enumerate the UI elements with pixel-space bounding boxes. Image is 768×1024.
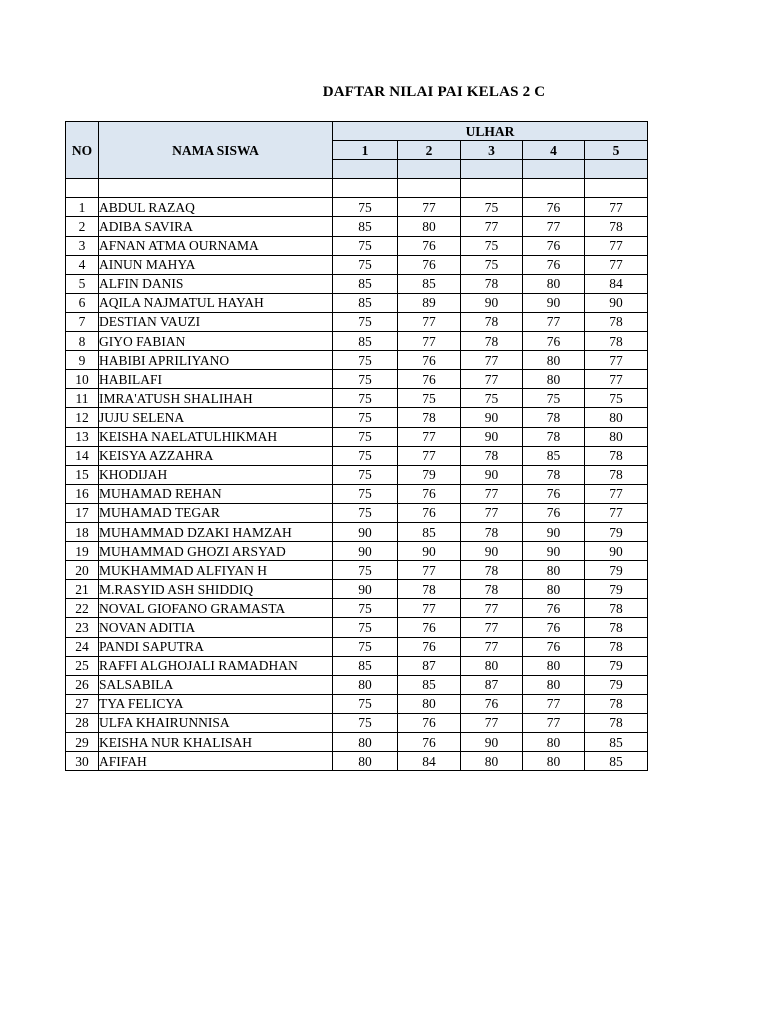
table-row bbox=[66, 580, 648, 599]
table-row bbox=[66, 370, 648, 389]
score-cell-2: 76 bbox=[398, 503, 461, 522]
student-name: AFIFAH bbox=[99, 752, 333, 771]
score-cell-1: 75 bbox=[333, 446, 398, 465]
student-name: MUHAMMAD GHOZI ARSYAD bbox=[99, 542, 333, 561]
row-number: 30 bbox=[66, 752, 99, 771]
score-cell-1: 80 bbox=[333, 733, 398, 752]
score-cell-1: 75 bbox=[333, 427, 398, 446]
score-cell-1: 80 bbox=[333, 675, 398, 694]
score-cell-1: 75 bbox=[333, 503, 398, 522]
score-cell-5: 78 bbox=[585, 694, 648, 713]
row-number: 24 bbox=[66, 637, 99, 656]
table-row bbox=[66, 694, 648, 713]
score-cell-1: 90 bbox=[333, 542, 398, 561]
row-number: 16 bbox=[66, 484, 99, 503]
table-row bbox=[66, 637, 648, 656]
score-cell-2: 76 bbox=[398, 484, 461, 503]
score-cell-5: 79 bbox=[585, 656, 648, 675]
score-cell-3: 77 bbox=[461, 637, 523, 656]
score-cell-1: 90 bbox=[333, 522, 398, 541]
score-cell-4: 76 bbox=[523, 503, 585, 522]
table-row bbox=[66, 274, 648, 293]
score-cell-1: 75 bbox=[333, 694, 398, 713]
score-cell-3: 75 bbox=[461, 236, 523, 255]
spacer-cell bbox=[333, 179, 398, 198]
student-name: IMRA'ATUSH SHALIHAH bbox=[99, 389, 333, 408]
table-row bbox=[66, 675, 648, 694]
student-name: KEISYA AZZAHRA bbox=[99, 446, 333, 465]
score-cell-5: 78 bbox=[585, 332, 648, 351]
score-cell-3: 90 bbox=[461, 542, 523, 561]
score-cell-3: 77 bbox=[461, 713, 523, 732]
student-name: ALFIN DANIS bbox=[99, 274, 333, 293]
score-cell-3: 78 bbox=[461, 332, 523, 351]
student-name: AINUN MAHYA bbox=[99, 255, 333, 274]
score-cell-4: 76 bbox=[523, 484, 585, 503]
row-number: 7 bbox=[66, 312, 99, 331]
header-ulhar: ULHAR bbox=[333, 122, 648, 141]
score-cell-2: 85 bbox=[398, 522, 461, 541]
row-number: 17 bbox=[66, 503, 99, 522]
header-col-4: 4 bbox=[523, 141, 585, 160]
table-row bbox=[66, 522, 648, 541]
score-cell-2: 77 bbox=[398, 561, 461, 580]
score-cell-4: 90 bbox=[523, 293, 585, 312]
score-cell-1: 85 bbox=[333, 217, 398, 236]
score-cell-4: 77 bbox=[523, 713, 585, 732]
header-col-1: 1 bbox=[333, 141, 398, 160]
score-cell-2: 78 bbox=[398, 408, 461, 427]
score-cell-3: 78 bbox=[461, 580, 523, 599]
score-cell-5: 77 bbox=[585, 484, 648, 503]
student-name: KEISHA NAELATULHIKMAH bbox=[99, 427, 333, 446]
table-row bbox=[66, 599, 648, 618]
score-cell-4: 76 bbox=[523, 599, 585, 618]
score-cell-3: 77 bbox=[461, 503, 523, 522]
row-number: 1 bbox=[66, 198, 99, 217]
table-row bbox=[66, 446, 648, 465]
row-number: 26 bbox=[66, 675, 99, 694]
score-cell-2: 77 bbox=[398, 312, 461, 331]
score-cell-1: 75 bbox=[333, 370, 398, 389]
score-cell-5: 84 bbox=[585, 274, 648, 293]
score-cell-5: 90 bbox=[585, 293, 648, 312]
header-col-5: 5 bbox=[585, 141, 648, 160]
score-cell-2: 80 bbox=[398, 694, 461, 713]
header-no: NO bbox=[66, 122, 99, 179]
header-blank-cell bbox=[398, 160, 461, 179]
score-cell-3: 77 bbox=[461, 484, 523, 503]
score-cell-4: 80 bbox=[523, 561, 585, 580]
score-cell-3: 78 bbox=[461, 274, 523, 293]
score-cell-1: 75 bbox=[333, 637, 398, 656]
score-cell-2: 89 bbox=[398, 293, 461, 312]
score-cell-3: 76 bbox=[461, 694, 523, 713]
table-spacer bbox=[66, 179, 648, 198]
score-cell-2: 76 bbox=[398, 236, 461, 255]
header-name: NAMA SISWA bbox=[99, 122, 333, 179]
score-cell-4: 80 bbox=[523, 580, 585, 599]
table-row bbox=[66, 465, 648, 484]
row-number: 20 bbox=[66, 561, 99, 580]
score-cell-5: 77 bbox=[585, 370, 648, 389]
score-cell-2: 77 bbox=[398, 427, 461, 446]
table-row bbox=[66, 656, 648, 675]
score-cell-3: 78 bbox=[461, 522, 523, 541]
score-cell-1: 75 bbox=[333, 389, 398, 408]
score-cell-4: 78 bbox=[523, 427, 585, 446]
table-row bbox=[66, 293, 648, 312]
score-cell-3: 77 bbox=[461, 217, 523, 236]
score-cell-5: 80 bbox=[585, 408, 648, 427]
score-cell-4: 80 bbox=[523, 752, 585, 771]
score-cell-1: 75 bbox=[333, 618, 398, 637]
score-cell-5: 78 bbox=[585, 312, 648, 331]
student-name: KEISHA NUR KHALISAH bbox=[99, 733, 333, 752]
score-cell-5: 78 bbox=[585, 599, 648, 618]
row-number: 13 bbox=[66, 427, 99, 446]
student-name: ADIBA SAVIRA bbox=[99, 217, 333, 236]
table-row bbox=[66, 351, 648, 370]
score-cell-4: 85 bbox=[523, 446, 585, 465]
score-cell-4: 80 bbox=[523, 370, 585, 389]
table-row bbox=[66, 389, 648, 408]
score-cell-3: 78 bbox=[461, 561, 523, 580]
score-cell-4: 80 bbox=[523, 675, 585, 694]
score-cell-2: 76 bbox=[398, 255, 461, 274]
score-cell-3: 78 bbox=[461, 446, 523, 465]
score-cell-5: 77 bbox=[585, 255, 648, 274]
score-cell-5: 78 bbox=[585, 465, 648, 484]
score-cell-5: 75 bbox=[585, 389, 648, 408]
score-cell-2: 76 bbox=[398, 713, 461, 732]
row-number: 6 bbox=[66, 293, 99, 312]
spacer-cell bbox=[398, 179, 461, 198]
row-number: 3 bbox=[66, 236, 99, 255]
score-cell-1: 75 bbox=[333, 484, 398, 503]
score-cell-3: 80 bbox=[461, 656, 523, 675]
student-name: NOVAL GIOFANO GRAMASTA bbox=[99, 599, 333, 618]
score-cell-2: 77 bbox=[398, 599, 461, 618]
student-name: ABDUL RAZAQ bbox=[99, 198, 333, 217]
score-cell-4: 76 bbox=[523, 198, 585, 217]
score-cell-3: 90 bbox=[461, 408, 523, 427]
score-cell-3: 75 bbox=[461, 389, 523, 408]
spacer-cell bbox=[461, 179, 523, 198]
score-cell-3: 75 bbox=[461, 198, 523, 217]
table-row bbox=[66, 752, 648, 771]
score-cell-4: 78 bbox=[523, 465, 585, 484]
row-number: 18 bbox=[66, 522, 99, 541]
score-cell-1: 75 bbox=[333, 198, 398, 217]
table-row bbox=[66, 312, 648, 331]
score-cell-5: 79 bbox=[585, 522, 648, 541]
score-cell-4: 76 bbox=[523, 637, 585, 656]
score-cell-4: 90 bbox=[523, 522, 585, 541]
score-cell-3: 77 bbox=[461, 599, 523, 618]
score-cell-2: 84 bbox=[398, 752, 461, 771]
score-cell-5: 77 bbox=[585, 351, 648, 370]
score-cell-2: 80 bbox=[398, 217, 461, 236]
row-number: 4 bbox=[66, 255, 99, 274]
score-cell-3: 75 bbox=[461, 255, 523, 274]
student-name: MUKHAMMAD ALFIYAN H bbox=[99, 561, 333, 580]
score-cell-1: 75 bbox=[333, 465, 398, 484]
spacer-cell bbox=[66, 179, 99, 198]
row-number: 19 bbox=[66, 542, 99, 561]
header-blank-cell bbox=[461, 160, 523, 179]
score-cell-5: 85 bbox=[585, 752, 648, 771]
header-blank-cell bbox=[523, 160, 585, 179]
score-cell-5: 90 bbox=[585, 542, 648, 561]
table-row bbox=[66, 408, 648, 427]
score-cell-5: 78 bbox=[585, 217, 648, 236]
score-cell-1: 85 bbox=[333, 332, 398, 351]
student-name: TYA FELICYA bbox=[99, 694, 333, 713]
score-cell-1: 85 bbox=[333, 656, 398, 675]
score-cell-4: 90 bbox=[523, 542, 585, 561]
score-cell-3: 90 bbox=[461, 427, 523, 446]
score-cell-5: 77 bbox=[585, 503, 648, 522]
score-cell-3: 78 bbox=[461, 312, 523, 331]
table-row bbox=[66, 618, 648, 637]
score-cell-5: 77 bbox=[585, 236, 648, 255]
student-name: AQILA NAJMATUL HAYAH bbox=[99, 293, 333, 312]
student-name: M.RASYID ASH SHIDDIQ bbox=[99, 580, 333, 599]
table-row bbox=[66, 427, 648, 446]
score-cell-3: 90 bbox=[461, 465, 523, 484]
row-number: 22 bbox=[66, 599, 99, 618]
score-cell-4: 75 bbox=[523, 389, 585, 408]
score-cell-1: 75 bbox=[333, 312, 398, 331]
score-cell-2: 77 bbox=[398, 198, 461, 217]
score-cell-2: 77 bbox=[398, 332, 461, 351]
score-cell-5: 78 bbox=[585, 618, 648, 637]
table-row bbox=[66, 561, 648, 580]
score-cell-5: 78 bbox=[585, 637, 648, 656]
score-cell-2: 76 bbox=[398, 370, 461, 389]
student-name: MUHAMAD REHAN bbox=[99, 484, 333, 503]
score-cell-2: 76 bbox=[398, 618, 461, 637]
score-cell-2: 85 bbox=[398, 675, 461, 694]
score-cell-4: 76 bbox=[523, 236, 585, 255]
table-row bbox=[66, 484, 648, 503]
row-number: 15 bbox=[66, 465, 99, 484]
score-cell-1: 75 bbox=[333, 713, 398, 732]
score-cell-2: 90 bbox=[398, 542, 461, 561]
row-number: 12 bbox=[66, 408, 99, 427]
student-name: ULFA KHAIRUNNISA bbox=[99, 713, 333, 732]
student-name: GIYO FABIAN bbox=[99, 332, 333, 351]
score-cell-5: 78 bbox=[585, 713, 648, 732]
student-name: DESTIAN VAUZI bbox=[99, 312, 333, 331]
table-row bbox=[66, 733, 648, 752]
spacer-cell bbox=[585, 179, 648, 198]
score-cell-4: 80 bbox=[523, 351, 585, 370]
student-name: HABIBI APRILIYANO bbox=[99, 351, 333, 370]
student-name: MUHAMMAD DZAKI HAMZAH bbox=[99, 522, 333, 541]
score-cell-2: 78 bbox=[398, 580, 461, 599]
student-name: SALSABILA bbox=[99, 675, 333, 694]
score-cell-1: 90 bbox=[333, 580, 398, 599]
score-cell-2: 79 bbox=[398, 465, 461, 484]
score-cell-5: 79 bbox=[585, 561, 648, 580]
score-cell-2: 77 bbox=[398, 446, 461, 465]
student-name: PANDI SAPUTRA bbox=[99, 637, 333, 656]
score-cell-3: 87 bbox=[461, 675, 523, 694]
score-cell-4: 76 bbox=[523, 255, 585, 274]
score-cell-2: 75 bbox=[398, 389, 461, 408]
score-cell-4: 77 bbox=[523, 217, 585, 236]
table-row bbox=[66, 713, 648, 732]
row-number: 5 bbox=[66, 274, 99, 293]
score-cell-5: 85 bbox=[585, 733, 648, 752]
score-cell-1: 80 bbox=[333, 752, 398, 771]
student-name: HABILAFI bbox=[99, 370, 333, 389]
score-cell-5: 80 bbox=[585, 427, 648, 446]
score-cell-2: 76 bbox=[398, 351, 461, 370]
student-name: NOVAN ADITIA bbox=[99, 618, 333, 637]
score-cell-4: 76 bbox=[523, 618, 585, 637]
score-cell-4: 77 bbox=[523, 694, 585, 713]
score-cell-1: 75 bbox=[333, 408, 398, 427]
table-row bbox=[66, 217, 648, 236]
score-cell-3: 77 bbox=[461, 351, 523, 370]
score-cell-3: 77 bbox=[461, 618, 523, 637]
score-cell-2: 76 bbox=[398, 637, 461, 656]
row-number: 10 bbox=[66, 370, 99, 389]
score-cell-1: 85 bbox=[333, 274, 398, 293]
row-number: 28 bbox=[66, 713, 99, 732]
score-cell-5: 79 bbox=[585, 675, 648, 694]
table-row bbox=[66, 198, 648, 217]
page-title: DAFTAR NILAI PAI KELAS 2 C bbox=[322, 84, 546, 100]
row-number: 9 bbox=[66, 351, 99, 370]
score-cell-2: 87 bbox=[398, 656, 461, 675]
score-cell-4: 76 bbox=[523, 332, 585, 351]
score-cell-1: 85 bbox=[333, 293, 398, 312]
score-cell-5: 78 bbox=[585, 446, 648, 465]
score-cell-4: 77 bbox=[523, 312, 585, 331]
student-name: AFNAN ATMA OURNAMA bbox=[99, 236, 333, 255]
spacer-cell bbox=[99, 179, 333, 198]
row-number: 21 bbox=[66, 580, 99, 599]
score-cell-5: 77 bbox=[585, 198, 648, 217]
student-name: JUJU SELENA bbox=[99, 408, 333, 427]
header-blank-cell bbox=[333, 160, 398, 179]
table-row bbox=[66, 332, 648, 351]
student-name: MUHAMAD TEGAR bbox=[99, 503, 333, 522]
student-name: KHODIJAH bbox=[99, 465, 333, 484]
row-number: 25 bbox=[66, 656, 99, 675]
score-cell-4: 80 bbox=[523, 656, 585, 675]
row-number: 14 bbox=[66, 446, 99, 465]
table-row bbox=[66, 255, 648, 274]
row-number: 2 bbox=[66, 217, 99, 236]
row-number: 29 bbox=[66, 733, 99, 752]
table-body bbox=[66, 179, 648, 771]
score-cell-1: 75 bbox=[333, 236, 398, 255]
score-cell-4: 80 bbox=[523, 274, 585, 293]
row-number: 8 bbox=[66, 332, 99, 351]
score-cell-1: 75 bbox=[333, 599, 398, 618]
score-cell-3: 80 bbox=[461, 752, 523, 771]
score-cell-3: 77 bbox=[461, 370, 523, 389]
spacer-cell bbox=[523, 179, 585, 198]
row-number: 23 bbox=[66, 618, 99, 637]
grades-table bbox=[65, 121, 648, 771]
header-blank-cell bbox=[585, 160, 648, 179]
header-col-2: 2 bbox=[398, 141, 461, 160]
row-number: 11 bbox=[66, 389, 99, 408]
table-header bbox=[66, 122, 648, 179]
score-cell-1: 75 bbox=[333, 255, 398, 274]
table-row bbox=[66, 236, 648, 255]
score-cell-1: 75 bbox=[333, 351, 398, 370]
score-cell-4: 80 bbox=[523, 733, 585, 752]
score-cell-5: 79 bbox=[585, 580, 648, 599]
score-cell-3: 90 bbox=[461, 293, 523, 312]
score-cell-1: 75 bbox=[333, 561, 398, 580]
table-row bbox=[66, 542, 648, 561]
score-cell-3: 90 bbox=[461, 733, 523, 752]
score-cell-2: 85 bbox=[398, 274, 461, 293]
score-cell-4: 78 bbox=[523, 408, 585, 427]
score-cell-2: 76 bbox=[398, 733, 461, 752]
student-name: RAFFI ALGHOJALI RAMADHAN bbox=[99, 656, 333, 675]
row-number: 27 bbox=[66, 694, 99, 713]
table-row bbox=[66, 503, 648, 522]
header-col-3: 3 bbox=[461, 141, 523, 160]
